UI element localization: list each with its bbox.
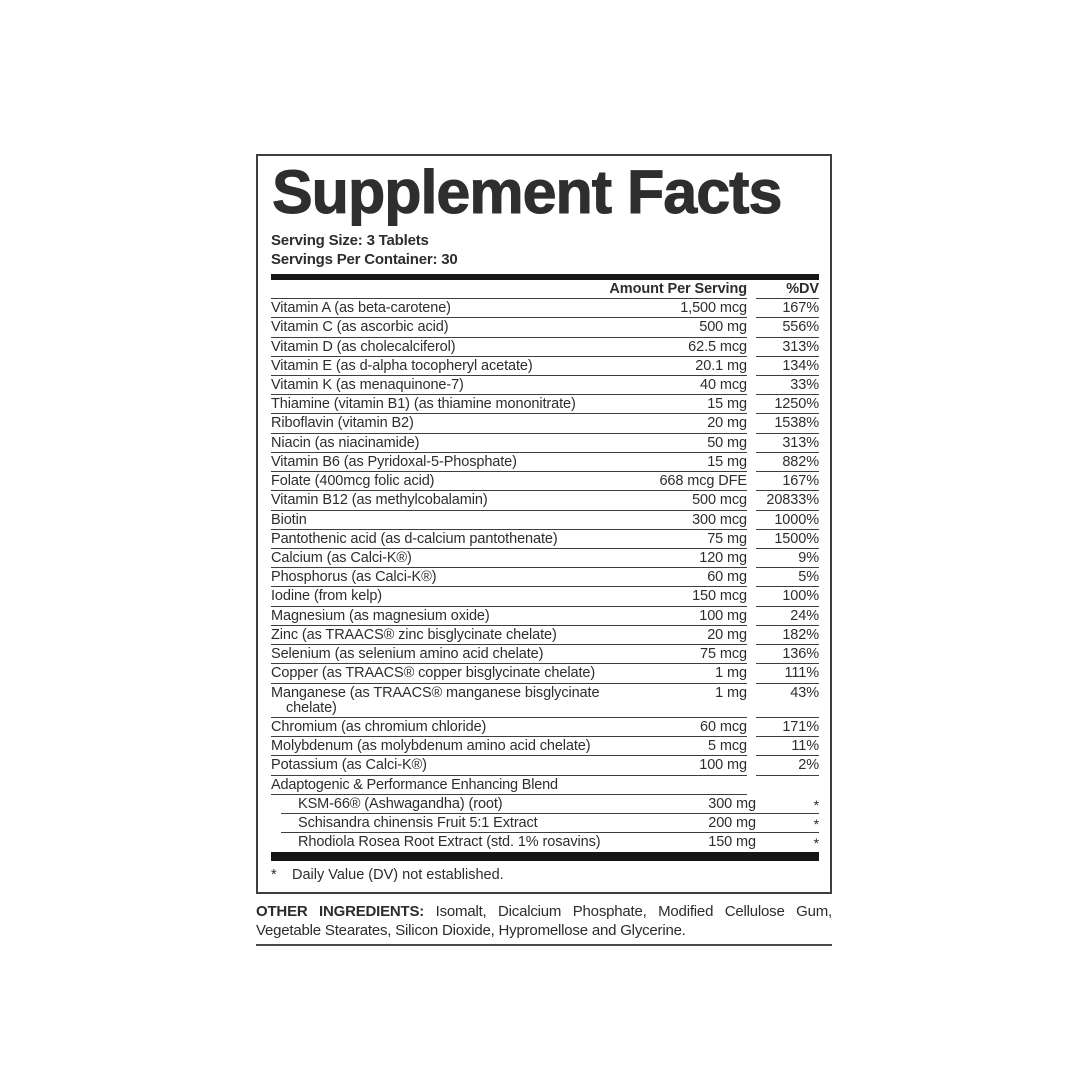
table-row [271,684,819,718]
supplement-facts-panel [256,154,832,946]
row-amount: 5 mcg [708,738,747,755]
table-header-row [271,280,819,299]
row-name-line1: Vitamin C (as ascorbic acid) [271,319,449,336]
other-ingredients-paragraph [256,902,832,941]
row-dv: 167% [756,472,819,491]
row-name-line1: Phosphorus (as Calci-K®) [271,569,437,586]
row-name-line1: Schisandra chinensis Fruit 5:1 Extract [298,815,538,832]
row-name [271,666,707,681]
row-dv: 882% [756,453,819,472]
facts-title: Supplement Facts [272,158,782,226]
row-amount: 668 mcg DFE [659,473,747,490]
row-amount: 120 mg [699,550,747,566]
row-dv: * [756,795,819,814]
table-row [271,491,819,510]
nutrient-rows [271,299,819,775]
row-name [271,436,699,451]
row-name-line1: Rhodiola Rosea Root Extract (std. 1% rosavins) [298,834,601,851]
blend-header-row [271,776,819,795]
row-dv: 1538% [756,414,819,433]
servings-per-container-line: Servings Per Container: 30 [271,251,458,269]
row-amount: 20 mg [707,626,747,643]
row-amount: 100 mg [699,607,747,624]
row-amount: 40 mcg [700,377,747,394]
row-amount: 75 mcg [700,646,747,663]
table-row [271,664,819,683]
row-amount: 60 mcg [700,718,747,735]
table-row [271,472,819,491]
row-dv: 167% [756,299,819,318]
row-amount: 20 mg [707,415,747,432]
row-name [271,570,699,585]
table-row [271,814,819,833]
row-amount: 150 mg [708,834,756,851]
blend-header-name: Adaptogenic & Performance Enhancing Blend [271,776,558,793]
row-name [271,758,691,773]
row-name-line1: Magnesium (as magnesium oxide) [271,607,490,624]
table-row [271,718,819,737]
row-amount: 1,500 mcg [680,300,747,317]
row-amount: 50 mg [707,434,747,451]
table-row [271,453,819,472]
row-name [271,532,699,547]
table-row [271,568,819,587]
row-amount: 100 mg [699,757,747,774]
row-name [271,301,672,316]
row-dv: 556% [756,318,819,337]
row-name-line1: Vitamin E (as d-alpha tocopheryl acetate) [271,357,533,374]
row-name-line1: Potassium (as Calci-K®) [271,757,427,774]
row-name [271,493,684,508]
row-name [271,397,699,412]
amount-column-header: Amount Per Serving [609,280,747,297]
table-row [271,530,819,549]
row-dv: 1000% [756,511,819,530]
table-row [271,299,819,318]
table-row [271,645,819,664]
row-dv: * [813,835,819,852]
row-name-line1: Thiamine (vitamin B1) (as thiamine mononitrate) [271,396,576,413]
row-name-line1: Zinc (as TRAACS® zinc bisglycinate chelate) [271,626,557,643]
row-name-line1: Manganese (as TRAACS® manganese bisglycinate [271,684,600,701]
bottom-divider-bar [271,852,819,861]
row-name [271,739,700,754]
row-amount: 500 mcg [692,492,747,509]
table-row [271,338,819,357]
row-amount: 300 mcg [692,511,747,528]
table-row [271,434,819,453]
row-dv: 171% [756,718,819,737]
table-row [271,395,819,414]
row-name [271,378,692,393]
table-row [271,626,819,645]
table-row [271,357,819,376]
row-dv: 24% [756,607,819,626]
other-ingredients-label: OTHER INGREDIENTS: [256,902,425,920]
row-amount: 75 mg [707,530,747,547]
row-name [271,551,691,566]
row-name [271,628,699,643]
row-dv: * [756,814,819,833]
row-name-line1: Iodine (from kelp) [271,588,383,605]
table-row [271,549,819,568]
row-name-line1: Vitamin B12 (as methylcobalamin) [271,492,488,509]
row-name [271,340,680,355]
row-dv: 313% [756,338,819,357]
row-name-line1: Vitamin B6 (as Pyridoxal-5-Phosphate) [271,453,517,470]
row-dv: 100% [756,587,819,606]
row-dv: 20833% [756,491,819,510]
table-row [271,376,819,395]
bottom-rule [256,944,832,946]
row-name-line1: Vitamin A (as beta-carotene) [271,300,451,317]
row-name [271,686,707,716]
row-amount: 60 mg [707,569,747,586]
row-name-line1: Riboflavin (vitamin B2) [271,415,414,432]
other-ingredients-text: Isomalt, Dicalcium Phosphate, Modified Cellulose Gum, Vegetable Stearates, Silicon Dioxide, Hypromellose and Glycerine. [256,902,832,939]
row-name [271,474,651,489]
row-dv: 43% [756,684,819,718]
row-name-line1: Biotin [271,511,307,528]
row-amount: 500 mg [699,319,747,336]
row-name [271,320,691,335]
table-row [271,795,819,814]
row-dv: 11% [756,737,819,756]
row-dv: 182% [756,626,819,645]
row-name-line1: Niacin (as niacinamide) [271,434,420,451]
row-dv: 134% [756,357,819,376]
row-name-line1: Vitamin D (as cholecalciferol) [271,338,456,355]
row-name [271,589,684,604]
dv-column-header: %DV [756,280,819,299]
footnote-row [271,867,819,883]
row-amount: 15 mg [707,453,747,470]
row-name-line1: Folate (400mcg folic acid) [271,473,435,490]
row-amount: 300 mg [708,795,756,812]
table-row [271,607,819,626]
row-name [271,455,699,470]
serving-size-line: Serving Size: 3 Tablets [271,231,429,249]
row-amount: 15 mg [707,396,747,413]
table-row [271,587,819,606]
table-row [271,737,819,756]
row-name [281,835,700,850]
table-row [271,318,819,337]
row-amount: 20.1 mg [695,357,747,374]
row-amount: 150 mcg [692,588,747,605]
row-name [271,359,687,374]
row-name [281,816,700,831]
table-row [271,756,819,775]
row-name [281,797,700,812]
row-dv: 9% [756,549,819,568]
supplement-facts-box [256,154,832,894]
footnote-text: Daily Value (DV) not established. [292,866,504,883]
blend-rows [271,795,819,852]
row-amount: 1 mg [715,665,747,682]
serving-info [271,231,819,270]
row-name-line1: Copper (as TRAACS® copper bisglycinate chelate) [271,665,596,682]
row-dv: 111% [756,664,819,683]
row-name-line1: Selenium (as selenium amino acid chelate) [271,646,544,663]
row-name-line1: Chromium (as chromium chloride) [271,718,487,735]
row-name [271,513,684,528]
row-dv: 313% [756,434,819,453]
row-amount: 1 mg [715,684,747,701]
row-name-line2: chelate) [286,699,337,716]
row-dv: 5% [756,568,819,587]
row-amount: 200 mg [708,815,756,832]
table-row [271,511,819,530]
row-dv: 136% [756,645,819,664]
table-row [271,414,819,433]
row-name [271,647,692,662]
row-name-line1: Molybdenum (as molybdenum amino acid chelate) [271,738,591,755]
row-dv: 2% [756,756,819,775]
row-name-line1: KSM-66® (Ashwagandha) (root) [298,795,503,812]
row-name [271,720,692,735]
facts-table [271,280,819,852]
table-row [271,833,819,851]
row-dv: 1500% [756,530,819,549]
row-name-line1: Pantothenic acid (as d-calcium pantothenate) [271,530,558,547]
row-amount: 62.5 mcg [688,338,747,355]
row-name-line1: Vitamin K (as menaquinone-7) [271,377,464,394]
row-name [271,609,691,624]
blend-header-dv-spacer [756,776,819,795]
row-dv: 33% [756,376,819,395]
row-name [271,416,699,431]
row-dv: 1250% [756,395,819,414]
footnote-asterisk: * [271,866,277,883]
row-name-line1: Calcium (as Calci-K®) [271,550,412,566]
